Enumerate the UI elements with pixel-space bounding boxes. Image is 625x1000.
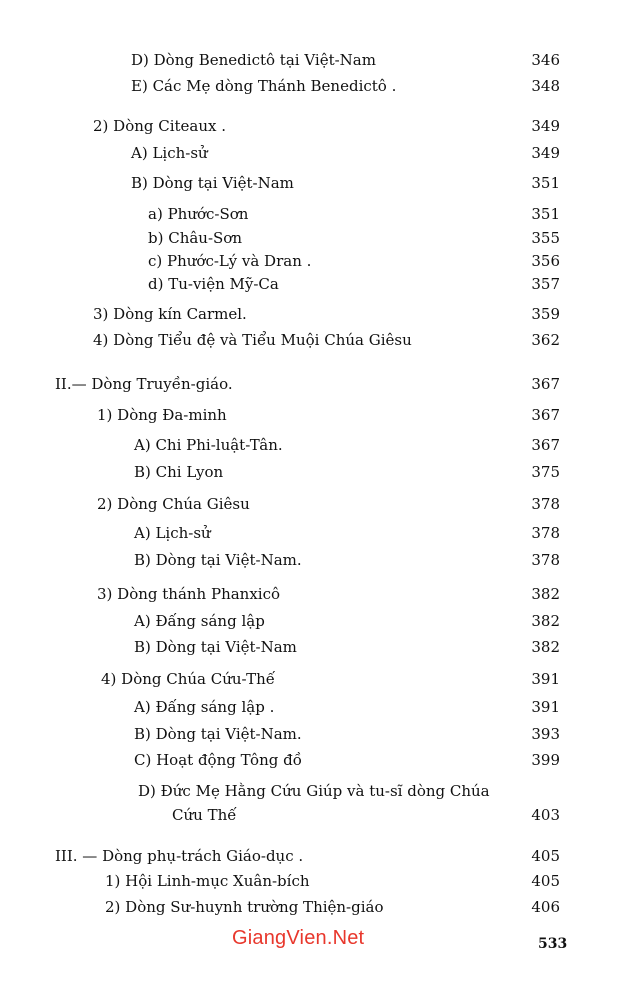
- toc-entry-page: 378: [531, 495, 560, 513]
- toc-entry-label: B) Dòng tại Việt-Nam.: [134, 725, 302, 743]
- toc-entry: [0, 74, 625, 98]
- watermark: GiangVien.Net: [232, 927, 365, 949]
- toc-entry-label: 2) Dòng Sư-huynh trường Thiện-giáo: [105, 898, 384, 916]
- toc-entry: [0, 492, 625, 516]
- toc-entry-page: 351: [531, 205, 560, 223]
- toc-entry-page: 382: [531, 638, 560, 656]
- toc-entry: [0, 302, 625, 326]
- toc-entry: [0, 171, 625, 195]
- toc-entry: [0, 114, 625, 138]
- toc-entry: [0, 635, 625, 659]
- toc-entry-page: 349: [531, 117, 560, 135]
- toc-entry-page: 362: [531, 331, 560, 349]
- toc-entry-page: 405: [531, 847, 560, 865]
- toc-entry: [0, 548, 625, 572]
- toc-entry: [0, 779, 625, 803]
- toc-entry-label: B) Dòng tại Việt-Nam: [134, 638, 297, 656]
- toc-entry-label: III. — Dòng phụ-trách Giáo-dục .: [55, 847, 304, 865]
- toc-entry: [0, 249, 625, 273]
- toc-entry-label: B) Dòng tại Việt-Nam: [131, 174, 294, 192]
- toc-entry-page: 357: [531, 275, 560, 293]
- toc-entry-page: 359: [531, 305, 560, 323]
- toc-entry-page: 391: [531, 670, 560, 688]
- toc-entry-page: 367: [531, 375, 560, 393]
- toc-entry: [0, 695, 625, 719]
- toc-entry: [0, 521, 625, 545]
- toc-entry-page: 348: [531, 77, 560, 95]
- toc-entry: [0, 609, 625, 633]
- toc-entry-label: D) Dòng Benedictô tại Việt-Nam: [131, 51, 376, 69]
- toc-entry: [0, 869, 625, 893]
- toc-entry-label: Cứu Thế: [172, 806, 237, 824]
- toc-entry-page: 351: [531, 174, 560, 192]
- toc-entry-page: 346: [531, 51, 560, 69]
- toc-entry: [0, 141, 625, 165]
- toc-entry: [0, 272, 625, 296]
- toc-entry-label: A) Đấng sáng lập: [134, 612, 265, 630]
- toc-entry-label: 2) Dòng Citeaux .: [93, 117, 227, 135]
- toc-entry-label: c) Phước-Lý và Dran .: [148, 252, 312, 270]
- toc-entry-label: C) Hoạt động Tông đồ: [134, 751, 302, 769]
- toc-entry: [0, 202, 625, 226]
- toc-entry: [0, 722, 625, 746]
- toc-entry-label: 4) Dòng Chúa Cứu-Thế: [101, 670, 275, 688]
- toc-entry: [0, 582, 625, 606]
- toc-entry: [0, 48, 625, 72]
- toc-entry-label: A) Chi Phi-luật-Tân.: [134, 436, 283, 454]
- toc-entry: [0, 667, 625, 691]
- toc-entry-label: a) Phước-Sơn: [148, 205, 249, 223]
- toc-entry-label: II.— Dòng Truyền-giáo.: [55, 375, 233, 393]
- toc-entry-label: B) Dòng tại Việt-Nam.: [134, 551, 302, 569]
- toc-entry-page: 355: [531, 229, 560, 247]
- toc-entry: [0, 433, 625, 457]
- toc-entry-page: 367: [531, 406, 560, 424]
- toc-entry: [0, 803, 625, 827]
- toc-entry: [0, 895, 625, 919]
- toc-entry-label: A) Lịch-sử: [131, 144, 208, 162]
- toc-entry-label: 1) Dòng Đa-minh: [97, 406, 227, 424]
- toc-entry: [0, 748, 625, 772]
- toc-entry-page: 393: [531, 725, 560, 743]
- toc-entry-label: 3) Dòng kín Carmel.: [93, 305, 247, 323]
- toc-entry-page: 406: [531, 898, 560, 916]
- toc-entry-label: 2) Dòng Chúa Giêsu: [97, 495, 250, 513]
- toc-entry-page: 367: [531, 436, 560, 454]
- toc-entry-page: 382: [531, 612, 560, 630]
- toc-entry-label: A) Lịch-sử: [134, 524, 211, 542]
- toc-entry: [0, 328, 625, 352]
- toc-entry-label: 3) Dòng thánh Phanxicô: [97, 585, 281, 603]
- toc-entry-label: 4) Dòng Tiểu đệ và Tiểu Muội Chúa Giêsu: [93, 331, 412, 349]
- toc-entry-label: 1) Hội Linh-mục Xuân-bích: [105, 872, 310, 890]
- page-number: 533: [538, 936, 568, 952]
- toc-entry-page: 375: [531, 463, 560, 481]
- toc-entry-label: D) Đức Mẹ Hằng Cứu Giúp và tu-sĩ dòng Chúa: [138, 782, 490, 800]
- toc-entry-page: 356: [531, 252, 560, 270]
- toc-entry-label: E) Các Mẹ dòng Thánh Benedictô .: [131, 77, 397, 95]
- toc-entry-page: 399: [531, 751, 560, 769]
- toc-entry-page: 403: [531, 806, 560, 824]
- toc-entry-page: 405: [531, 872, 560, 890]
- toc-entry: [0, 226, 625, 250]
- toc-section-heading: [0, 844, 625, 868]
- toc-entry-page: 349: [531, 144, 560, 162]
- toc-entry-page: 378: [531, 551, 560, 569]
- toc-entry-page: 391: [531, 698, 560, 716]
- toc-section-heading: [0, 372, 625, 396]
- toc-entry-label: B) Chi Lyon: [134, 463, 224, 481]
- toc-entry-label: d) Tu-viện Mỹ-Ca: [148, 275, 279, 293]
- toc-entry: [0, 460, 625, 484]
- toc-entry-label: b) Châu-Sơn: [148, 229, 242, 247]
- toc-entry-page: 382: [531, 585, 560, 603]
- toc-entry: [0, 403, 625, 427]
- toc-entry-page: 378: [531, 524, 560, 542]
- toc-entry-label: A) Đấng sáng lập .: [134, 698, 275, 716]
